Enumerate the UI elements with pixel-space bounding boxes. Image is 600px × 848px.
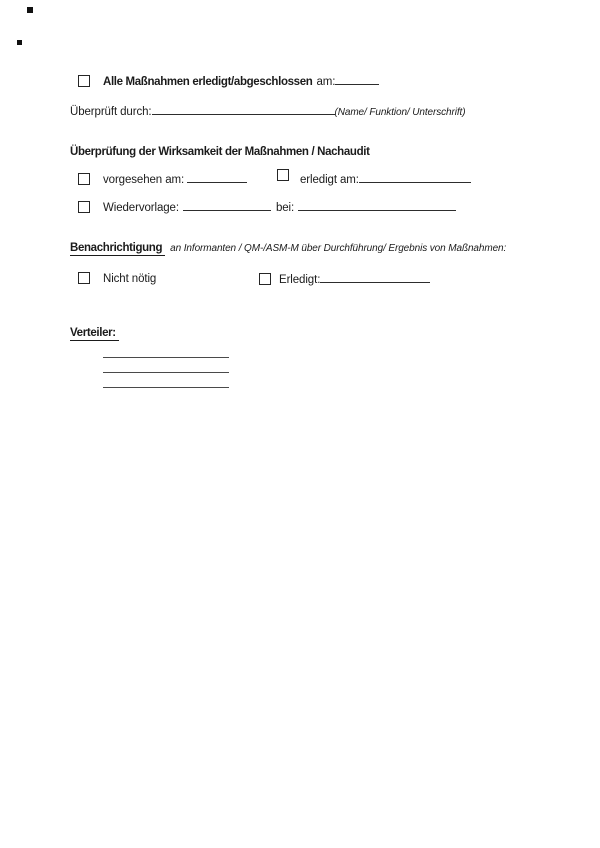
all-measures-done-checkbox[interactable] [78,75,90,87]
distribution-line-3[interactable] [103,387,229,388]
review-completed-checkbox[interactable] [277,169,289,181]
notification-done-row [259,272,430,288]
checked-by-label: Überprüft durch: [70,106,152,118]
resubmission-label: Wiedervorlage: [103,202,179,214]
all-measures-date-prefix: am: [316,76,336,88]
review-planned-row [78,172,247,188]
all-measures-row [78,74,379,90]
all-measures-date-field[interactable] [335,74,379,85]
distribution-heading: Verteiler: [70,327,119,341]
scan-artifact [27,7,33,13]
notification-done-label: Erledigt: [279,274,321,286]
checked-by-row [70,104,465,120]
resubmission-person-field[interactable] [298,200,456,211]
review-planned-date-field[interactable] [187,172,247,183]
notification-not-needed-row [78,272,156,287]
resubmission-checkbox[interactable] [78,201,90,213]
distribution-line-1[interactable] [103,357,229,358]
resubmission-person-label: bei: [275,202,295,214]
notification-not-needed-label: Nicht nötig [103,273,157,285]
notification-heading-note: an Informanten / QM-/ASM-M über Durchführung/ Ergebnis von Maßnahmen: [170,243,507,254]
checked-by-note: (Name/ Funktion/ Unterschrift) [334,107,466,118]
review-completed-label: erledigt am: [300,174,359,186]
notification-heading-row [70,241,506,256]
review-completed-row [300,172,471,188]
notification-done-checkbox[interactable] [259,273,271,285]
scan-artifact [17,40,22,45]
review-completed-date-field[interactable] [359,172,471,183]
review-planned-label: vorgesehen am: [103,174,185,186]
distribution-heading-row [70,326,119,341]
review-planned-checkbox[interactable] [78,173,90,185]
notification-heading: Benachrichtigung [70,242,165,256]
resubmission-date-field[interactable] [183,200,271,211]
all-measures-label: Alle Maßnahmen erledigt/abgeschlossen [103,76,313,88]
resubmission-row [78,200,456,216]
distribution-line-2[interactable] [103,372,229,373]
notification-not-needed-checkbox[interactable] [78,272,90,284]
checked-by-field[interactable] [152,104,335,115]
effectiveness-heading: Überprüfung der Wirksamkeit der Maßnahmen / Nachaudit [70,146,370,158]
notification-done-field[interactable] [320,272,430,283]
